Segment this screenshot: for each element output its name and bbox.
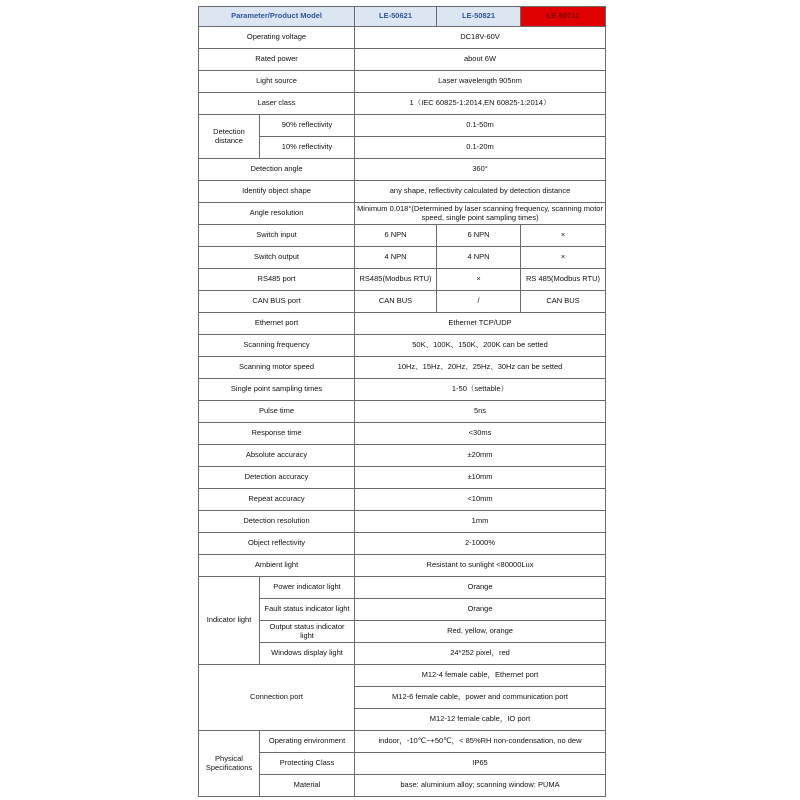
table-row: [199, 511, 606, 533]
header-model-le50711: LE-50711: [521, 7, 606, 27]
table-row: [199, 181, 606, 203]
table-row: [199, 445, 606, 467]
table-row: [199, 313, 606, 335]
cell-le50821: 6 NPN: [437, 225, 521, 247]
table-row: [199, 599, 606, 621]
row-label: Detection angle: [199, 159, 355, 181]
cell-le50821: /: [437, 291, 521, 313]
table-row: [199, 621, 606, 643]
row-value: <10mm: [355, 489, 606, 511]
row-label: Ambient light: [199, 555, 355, 577]
table-row: [199, 115, 606, 137]
row-value: M12-12 female cable，IO port: [355, 709, 606, 731]
table-row: [199, 269, 606, 291]
row-label: Pulse time: [199, 401, 355, 423]
cell-le50621: 6 NPN: [355, 225, 437, 247]
header-row: [199, 7, 606, 27]
header-param: Parameter/Product Model: [199, 7, 355, 27]
row-value: 360°: [355, 159, 606, 181]
sub-label: Windows display light: [260, 643, 355, 665]
table-row: [199, 533, 606, 555]
row-label: Detection accuracy: [199, 467, 355, 489]
row-label: Identify object shape: [199, 181, 355, 203]
row-label: Ethernet port: [199, 313, 355, 335]
group-label-detection-distance: Detection distance: [199, 115, 260, 159]
row-value: 1（IEC 60825-1:2014,EN 60825-1:2014）: [355, 93, 606, 115]
table-row: [199, 335, 606, 357]
sub-label: Material: [260, 775, 355, 797]
sub-label: Operating environment: [260, 731, 355, 753]
cell-le50621: RS485(Modbus RTU): [355, 269, 437, 291]
row-value: Ethernet TCP/UDP: [355, 313, 606, 335]
row-label: Switch output: [199, 247, 355, 269]
row-value: Minimum 0.018°(Determined by laser scanning frequency, scanning motor speed, single point sampling times): [355, 203, 606, 225]
table-row: [199, 489, 606, 511]
sub-label: 90% reflectivity: [260, 115, 355, 137]
row-value: base: aluminium alloy; scanning window: PUMA: [355, 775, 606, 797]
row-value: indoor，-10℃~+50℃，< 85%RH non-condensation, no dew: [355, 731, 606, 753]
table-row: [199, 555, 606, 577]
row-value: 50K、100K、150K、200K can be setted: [355, 335, 606, 357]
row-label: Scanning frequency: [199, 335, 355, 357]
sub-label: Power indicator light: [260, 577, 355, 599]
row-label: Switch input: [199, 225, 355, 247]
row-value: <30ms: [355, 423, 606, 445]
row-value: any shape, reflectivity calculated by detection distance: [355, 181, 606, 203]
row-label: Single point sampling times: [199, 379, 355, 401]
table-row: [199, 731, 606, 753]
row-value: ±10mm: [355, 467, 606, 489]
row-value: 10Hz、15Hz、20Hz、25Hz、30Hz can be setted: [355, 357, 606, 379]
row-value: ±20mm: [355, 445, 606, 467]
row-label: Operating voltage: [199, 27, 355, 49]
row-label: Rated power: [199, 49, 355, 71]
table-row: [199, 467, 606, 489]
row-value: Laser wavelength 905nm: [355, 71, 606, 93]
table-row: [199, 775, 606, 797]
row-value: Resistant to sunlight <80000Lux: [355, 555, 606, 577]
row-value: IP65: [355, 753, 606, 775]
table-row: [199, 203, 606, 225]
sub-label: Output status indicator light: [260, 621, 355, 643]
row-label: Angle resolution: [199, 203, 355, 225]
row-label: CAN BUS port: [199, 291, 355, 313]
sub-label: Protecting Class: [260, 753, 355, 775]
row-label: Repeat accuracy: [199, 489, 355, 511]
spec-table: [198, 6, 606, 797]
sub-label: 10% reflectivity: [260, 137, 355, 159]
row-label: Detection resolution: [199, 511, 355, 533]
row-label: RS485 port: [199, 269, 355, 291]
row-value: 1mm: [355, 511, 606, 533]
table-row: [199, 401, 606, 423]
table-row: [199, 665, 606, 687]
table-row: [199, 357, 606, 379]
row-label: Laser class: [199, 93, 355, 115]
row-value: Red, yellow, orange: [355, 621, 606, 643]
row-value: DC18V-60V: [355, 27, 606, 49]
group-label-physical-specifications: Physical Specifications: [199, 731, 260, 797]
header-model-le50821: LE-50821: [437, 7, 521, 27]
row-value: 24*252 pixel，red: [355, 643, 606, 665]
cell-le50711: ×: [521, 247, 606, 269]
cell-le50711: CAN BUS: [521, 291, 606, 313]
row-value: 2-1000%: [355, 533, 606, 555]
cell-le50621: 4 NPN: [355, 247, 437, 269]
cell-le50711: ×: [521, 225, 606, 247]
row-label: Response time: [199, 423, 355, 445]
cell-le50711: RS 485(Modbus RTU): [521, 269, 606, 291]
table-row: [199, 643, 606, 665]
table-row: [199, 27, 606, 49]
cell-le50821: 4 NPN: [437, 247, 521, 269]
row-label: Light source: [199, 71, 355, 93]
table-row: [199, 93, 606, 115]
table-row: [199, 247, 606, 269]
group-label-indicator-light: Indicator light: [199, 577, 260, 665]
row-label: Scanning motor speed: [199, 357, 355, 379]
header-model-le50621: LE-50621: [355, 7, 437, 27]
row-value: Orange: [355, 577, 606, 599]
row-value: 5ns: [355, 401, 606, 423]
table-row: [199, 577, 606, 599]
table-row: [199, 753, 606, 775]
table-row: [199, 291, 606, 313]
table-row: [199, 423, 606, 445]
sub-label: Fault status indicator light: [260, 599, 355, 621]
row-value: 0.1-50m: [355, 115, 606, 137]
table-row: [199, 49, 606, 71]
table-row: [199, 225, 606, 247]
row-value: Orange: [355, 599, 606, 621]
row-value: about 6W: [355, 49, 606, 71]
row-value: M12-6 female cable，power and communication port: [355, 687, 606, 709]
row-value: 0.1-20m: [355, 137, 606, 159]
table-row: [199, 71, 606, 93]
row-value: 1-50（settable）: [355, 379, 606, 401]
row-label: Object reflectivity: [199, 533, 355, 555]
group-label-connection-port: Connection port: [199, 665, 355, 731]
row-value: M12-4 female cable，Ethernet port: [355, 665, 606, 687]
cell-le50821: ×: [437, 269, 521, 291]
table-row: [199, 137, 606, 159]
row-label: Absolute accuracy: [199, 445, 355, 467]
cell-le50621: CAN BUS: [355, 291, 437, 313]
table-row: [199, 379, 606, 401]
table-row: [199, 159, 606, 181]
